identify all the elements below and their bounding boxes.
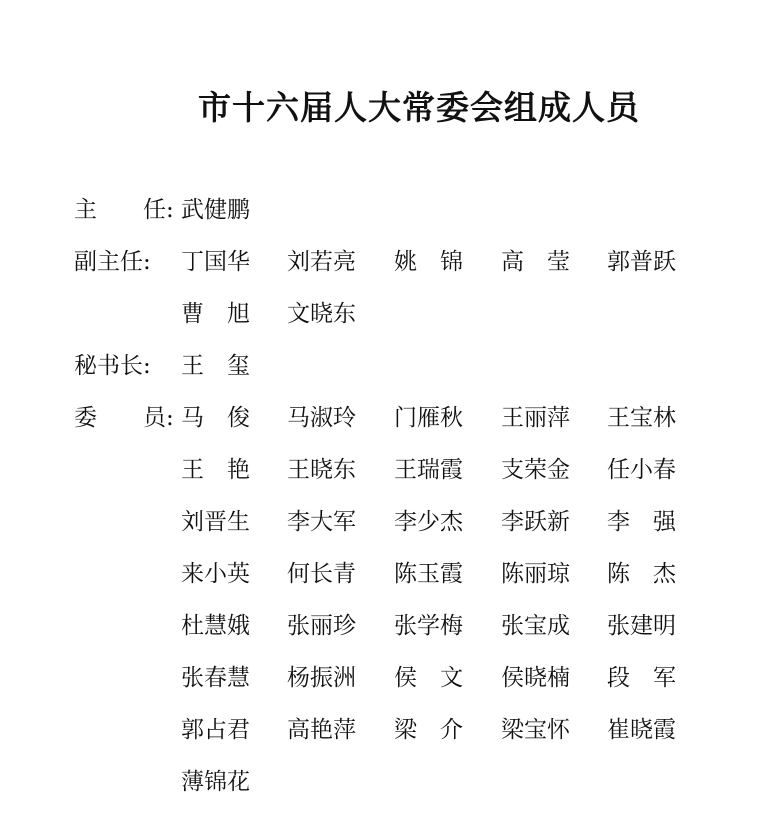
member-name: 李 强 xyxy=(607,509,676,535)
role-label: 秘书长: xyxy=(74,353,151,379)
roster-row xyxy=(0,396,772,440)
roster-row xyxy=(0,448,772,492)
member-name: 郭普跃 xyxy=(607,249,676,275)
roster-row xyxy=(0,760,772,804)
role-label: 主 任: xyxy=(74,197,174,223)
member-name: 梁 介 xyxy=(394,717,463,743)
role-label: 委 员: xyxy=(74,405,174,431)
roster-row xyxy=(0,604,772,648)
roster-row xyxy=(0,344,772,388)
member-name: 杨振洲 xyxy=(287,665,356,691)
member-name: 马 俊 xyxy=(181,405,250,431)
member-name: 刘若亮 xyxy=(287,249,356,275)
member-name: 李少杰 xyxy=(394,509,463,535)
member-name: 张丽珍 xyxy=(287,613,356,639)
member-name: 来小英 xyxy=(181,561,250,587)
member-name: 薄锦花 xyxy=(181,769,250,795)
member-name: 高 莹 xyxy=(501,249,570,275)
roster-row xyxy=(0,240,772,284)
member-name: 姚 锦 xyxy=(394,249,463,275)
member-name: 王瑞霞 xyxy=(394,457,463,483)
member-name: 张春慧 xyxy=(181,665,250,691)
member-name: 崔晓霞 xyxy=(607,717,676,743)
member-name: 王 艳 xyxy=(181,457,250,483)
roster-row xyxy=(0,656,772,700)
roster-row xyxy=(0,552,772,596)
member-name: 王宝林 xyxy=(607,405,676,431)
member-name: 陈玉霞 xyxy=(394,561,463,587)
member-name: 梁宝怀 xyxy=(501,717,570,743)
member-name: 马淑玲 xyxy=(287,405,356,431)
member-name: 张学梅 xyxy=(394,613,463,639)
member-name: 高艳萍 xyxy=(287,717,356,743)
member-name: 侯 文 xyxy=(394,665,463,691)
member-name: 任小春 xyxy=(607,457,676,483)
member-name: 杜慧娥 xyxy=(181,613,250,639)
member-name: 陈 杰 xyxy=(607,561,676,587)
member-name: 门雁秋 xyxy=(394,405,463,431)
member-name: 李大军 xyxy=(287,509,356,535)
member-name: 何长青 xyxy=(287,561,356,587)
member-name: 张宝成 xyxy=(501,613,570,639)
member-name: 文晓东 xyxy=(287,301,356,327)
member-name: 曹 旭 xyxy=(181,301,250,327)
member-name: 李跃新 xyxy=(501,509,570,535)
roster-row xyxy=(0,292,772,336)
page-title: 市十六届人大常委会组成人员 xyxy=(198,88,640,127)
member-name: 王丽萍 xyxy=(501,405,570,431)
member-name: 侯晓楠 xyxy=(501,665,570,691)
member-name: 张建明 xyxy=(607,613,676,639)
member-name: 丁国华 xyxy=(181,249,250,275)
member-name: 陈丽琼 xyxy=(501,561,570,587)
roster-row xyxy=(0,500,772,544)
member-name: 武健鹏 xyxy=(181,197,250,223)
member-name: 王 玺 xyxy=(181,353,250,379)
member-name: 支荣金 xyxy=(501,457,570,483)
member-name: 刘晋生 xyxy=(181,509,250,535)
role-label: 副主任: xyxy=(74,249,151,275)
roster-row xyxy=(0,708,772,752)
member-name: 王晓东 xyxy=(287,457,356,483)
member-name: 段 军 xyxy=(607,665,676,691)
member-name: 郭占君 xyxy=(181,717,250,743)
roster-row xyxy=(0,188,772,232)
